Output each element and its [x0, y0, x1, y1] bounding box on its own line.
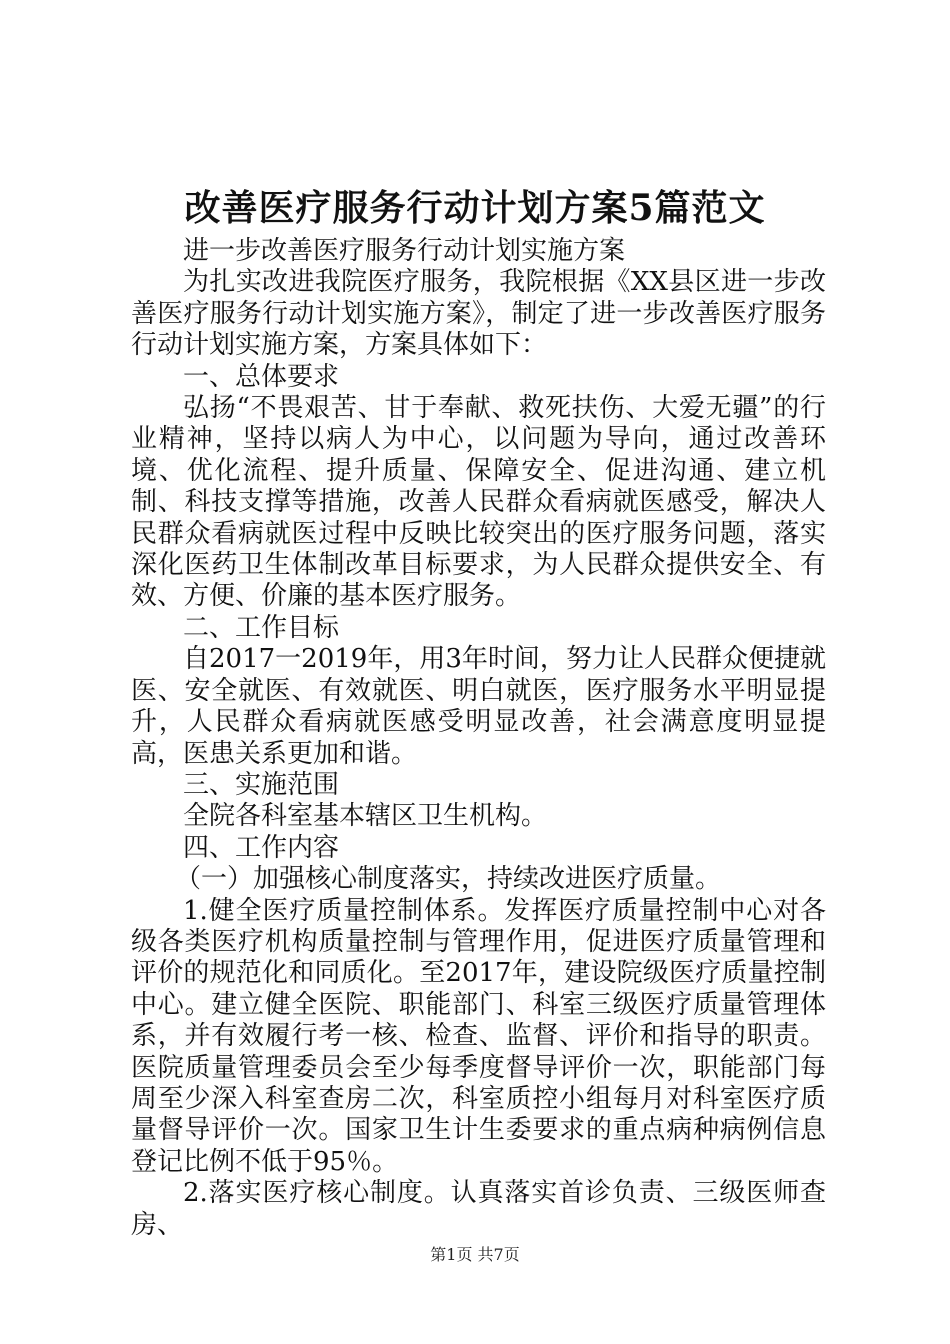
scope-paragraph: 全院各科室基本辖区卫生机构。: [183, 801, 548, 832]
page-number-footer: 第1页 共7页: [430, 1245, 520, 1264]
document-title: 改善医疗服务行动计划方案5篇范文: [184, 187, 766, 229]
section-heading-3: 三、实施范围: [183, 769, 340, 800]
section-heading-4: 四、工作内容: [183, 832, 340, 863]
section-subtitle: 进一步改善医疗服务行动计划实施方案: [183, 236, 626, 266]
requirements-paragraph: 弘扬“不畏艰苦、甘于奉献、救死扶伤、大爱无疆”的行业精神，坚持以病人为中心，以问题为导向，通过改善环境、优化流程、提升质量、保障安全、促进沟通、建立机制、科技支撑等措施，改善人民群众看病就医感受，解决人民群众看病就医过程中反映比较突出的医疗服务问题，落实深化医药卫生体制改革目标要求，为人民群众提供安全、有效、方便、价廉的基本医疗服务。: [131, 393, 826, 612]
section-heading-1: 一、总体要求: [183, 361, 340, 392]
content-item-1: 1.健全医疗质量控制体系。发挥医疗质量控制中心对各级各类医疗机构质量控制与管理作用，促进医疗质量管理和评价的规范化和同质化。至2017年，建设院级医疗质量控制中心。建立健全医院、职能部门、科室三级医疗质量管理体系，并有效履行考一核、检查、监督、评价和指导的职责。医院质量管理委员会至少每季度督导评价一次，职能部门每周至少深入科室查房二次，科室质控小组每月对科室医疗质量督导评价一次。国家卫生计生委要求的重点病种病例信息登记比例不低于95％。: [131, 895, 826, 1177]
section-heading-2: 二、工作目标: [183, 612, 340, 643]
content-item-2: 2.落实医疗核心制度。认真落实首诊负责、三级医师查房、: [131, 1178, 826, 1240]
subsection-heading-1: （一）加强核心制度落实，持续改进医疗质量。: [175, 864, 722, 895]
intro-paragraph: 为扎实改进我院医疗服务，我院根据《XX县区进一步改善医疗服务行动计划实施方案》，制定了进一步改善医疗服务行动计划实施方案，方案具体如下：: [131, 267, 826, 361]
document-body: [131, 236, 826, 1241]
goals-paragraph: 自2017一2019年，用3年时间，努力让人民群众便捷就医、安全就医、有效就医、明白就医，医疗服务水平明显提升，人民群众看病就医感受明显改善，社会满意度明显提高，医患关系更加和谐。: [131, 644, 826, 769]
